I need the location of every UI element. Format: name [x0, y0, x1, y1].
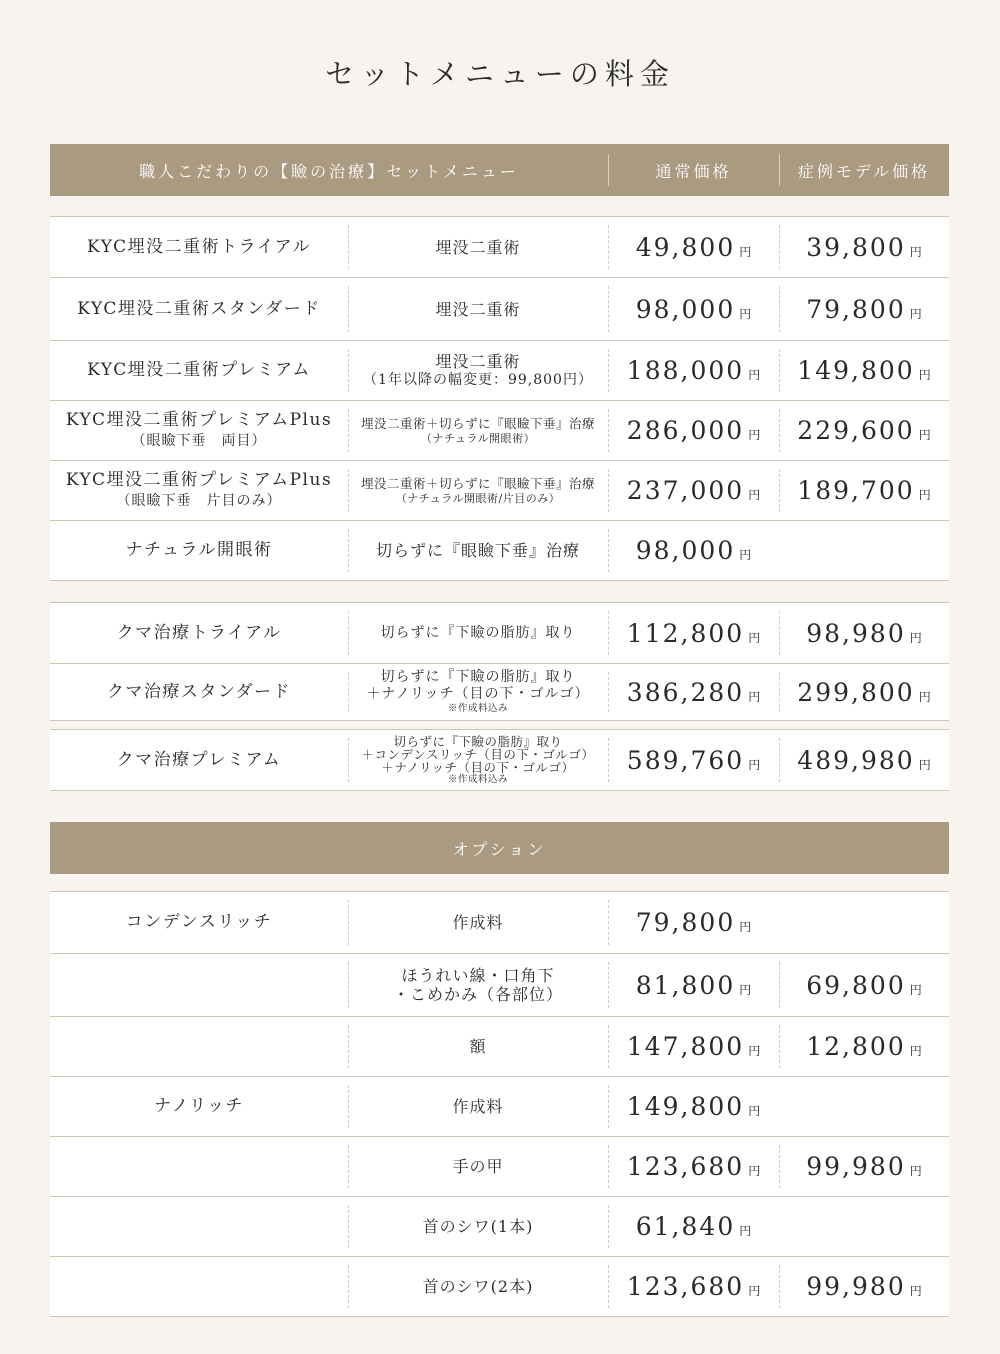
- header-model-label: 症例モデル価格: [797, 161, 931, 181]
- model-price: 12,800 円: [779, 1017, 949, 1076]
- option-header-label: オプション: [452, 839, 547, 859]
- option-name: [50, 1017, 348, 1076]
- table-row: [50, 521, 949, 581]
- option-name: [50, 954, 348, 1016]
- menu-name: KYC埋没二重術プレミアム: [87, 360, 311, 380]
- model-price: 489,980 円: [779, 730, 949, 790]
- regular-price: 589,760 円: [608, 730, 779, 790]
- option-name: [50, 1137, 348, 1196]
- menu-name: クマ治療プレミアム: [116, 749, 282, 770]
- model-price: 299,800 円: [779, 664, 949, 720]
- table-header: [50, 144, 949, 196]
- table-row: [50, 1137, 949, 1197]
- regular-price: 79,800 円: [608, 892, 779, 953]
- model-price: [779, 892, 949, 953]
- regular-price: 123,680 円: [608, 1257, 779, 1316]
- regular-price: 98,000 円: [608, 278, 779, 340]
- option-detail: 作成料: [348, 892, 608, 953]
- regular-price: 81,800 円: [608, 954, 779, 1016]
- regular-price: 123,680 円: [608, 1137, 779, 1196]
- table-row: [50, 664, 949, 721]
- menu-detail: 切らずに『下瞼の脂肪』取り: [348, 603, 608, 663]
- table-row: [50, 603, 949, 664]
- option-name: コンデンスリッチ: [125, 912, 273, 932]
- model-price: 99,980 円: [779, 1257, 949, 1316]
- table-row: [50, 1257, 949, 1317]
- option-header: [50, 822, 949, 874]
- model-price: [779, 1197, 949, 1256]
- table-row: [50, 1017, 949, 1077]
- menu-name: KYC埋没二重術トライアル: [87, 236, 311, 257]
- regular-price: 112,800 円: [608, 603, 779, 663]
- option-name: [50, 1197, 348, 1256]
- menu-name: クマ治療スタンダード: [106, 681, 292, 702]
- menu-detail: 埋没二重術: [348, 278, 608, 340]
- menu-name: KYC埋没二重術スタンダード: [77, 298, 321, 319]
- option-detail: 作成料: [348, 1077, 608, 1136]
- row-gap: [50, 721, 949, 730]
- model-price: [779, 1077, 949, 1136]
- table-row: [50, 401, 949, 461]
- eyelid-menu-table: [50, 216, 949, 581]
- table-row: [50, 1077, 949, 1137]
- menu-name: ナチュラル開眼術: [125, 540, 273, 560]
- menu-detail: 埋没二重術＋切らずに『眼瞼下垂』治療 （ナチュラル開眼術/片目のみ）: [348, 461, 608, 520]
- kuma-menu-table: [50, 602, 949, 791]
- regular-price: 147,800 円: [608, 1017, 779, 1076]
- model-price: 39,800 円: [779, 217, 949, 277]
- menu-detail: 埋没二重術: [348, 217, 608, 277]
- menu-detail: 埋没二重術＋切らずに『眼瞼下垂』治療 （ナチュラル開眼術）: [348, 401, 608, 460]
- regular-price: 49,800 円: [608, 217, 779, 277]
- regular-price: 149,800 円: [608, 1077, 779, 1136]
- regular-price: 61,840 円: [608, 1197, 779, 1256]
- menu-name: KYC埋没二重術プレミアムPlus （眼瞼下垂 片目のみ）: [65, 469, 333, 509]
- model-price: 79,800 円: [779, 278, 949, 340]
- model-price: 189,700 円: [779, 461, 949, 520]
- option-detail: 首のシワ(2本): [348, 1257, 608, 1316]
- table-row: [50, 341, 949, 401]
- option-detail: ほうれい線・口角下 ・こめかみ（各部位）: [348, 954, 608, 1016]
- menu-detail: 切らずに『下瞼の脂肪』取り ＋ナノリッチ（目の下・ゴルゴ） ※作成料込み: [348, 664, 608, 720]
- table-row: [50, 461, 949, 521]
- option-detail: 首のシワ(1本): [348, 1197, 608, 1256]
- model-price: 149,800 円: [779, 341, 949, 400]
- header-model-price: [779, 144, 949, 196]
- menu-detail: 切らずに『眼瞼下垂』治療: [348, 521, 608, 580]
- model-price: 98,980 円: [779, 603, 949, 663]
- table-row: [50, 892, 949, 954]
- regular-price: 98,000 円: [608, 521, 779, 580]
- header-regular-label: 通常価格: [655, 161, 732, 181]
- table-row: [50, 1197, 949, 1257]
- regular-price: 188,000 円: [608, 341, 779, 400]
- table-row: [50, 278, 949, 341]
- menu-detail: 切らずに『下瞼の脂肪』取り ＋コンデンスリッチ（目の下・ゴルゴ） ＋ナノリッチ（目の下・ゴルゴ） ※作成料込み: [348, 730, 608, 790]
- model-price: 69,800 円: [779, 954, 949, 1016]
- menu-name: KYC埋没二重術プレミアムPlus （眼瞼下垂 両目）: [65, 409, 333, 449]
- menu-name: クマ治療トライアル: [116, 622, 282, 643]
- option-name: [50, 1257, 348, 1316]
- regular-price: 386,280 円: [608, 664, 779, 720]
- page-title: セットメニューの料金: [325, 57, 675, 91]
- regular-price: 286,000 円: [608, 401, 779, 460]
- option-detail: 手の甲: [348, 1137, 608, 1196]
- model-price: 99,980 円: [779, 1137, 949, 1196]
- header-menu: 職人こだわりの【瞼の治療】セットメニュー: [139, 161, 519, 181]
- regular-price: 237,000 円: [608, 461, 779, 520]
- option-table: [50, 891, 949, 1317]
- table-row: [50, 730, 949, 791]
- model-price: 229,600 円: [779, 401, 949, 460]
- menu-detail: 埋没二重術 （1年以降の幅変更：99,800円）: [348, 341, 608, 400]
- option-detail: 額: [348, 1017, 608, 1076]
- table-row: [50, 954, 949, 1017]
- model-price: [779, 521, 949, 580]
- option-name: ナノリッチ: [154, 1096, 244, 1116]
- header-regular-price: [608, 144, 779, 196]
- table-row: [50, 217, 949, 278]
